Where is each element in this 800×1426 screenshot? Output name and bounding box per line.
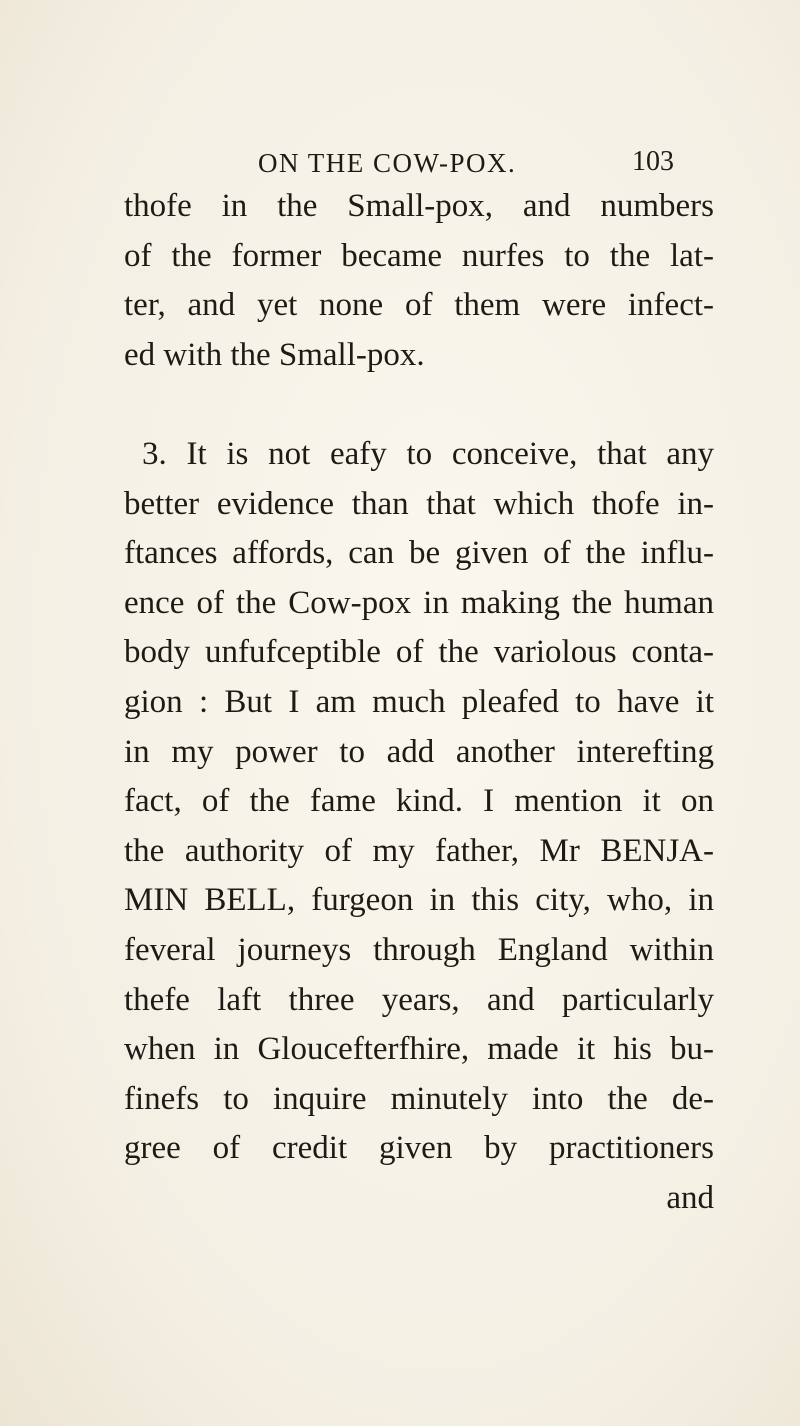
page-number: 103 [632, 146, 674, 177]
text-line: better evidence than that which thofe in- [124, 485, 714, 522]
text-line: gion : But I am much pleafed to have it [124, 683, 714, 720]
text-line: feveral journeys through England within [124, 931, 714, 968]
paragraph-gap [124, 380, 714, 430]
text-line: ter, and yet none of them were infect- [124, 287, 714, 324]
text-line: when in Gloucefterfhire, made it his bu- [124, 1031, 714, 1068]
running-header: ON THE COW-POX. [258, 148, 517, 178]
text-line: body unfufceptible of the variolous conta- [124, 634, 714, 671]
text-line: ftances affords, can be given of the influ- [124, 535, 714, 572]
body-text [124, 182, 714, 1223]
text-line: 3. It is not eafy to conceive, that any [142, 435, 714, 472]
text-line: the authority of my father, Mr BENJA- [124, 832, 714, 869]
text-line: in my power to add another interefting [124, 733, 714, 770]
text-line: gree of credit given by practitioners [124, 1130, 714, 1167]
text-line: fact, of the fame kind. I mention it on [124, 783, 714, 820]
text-line: thofe in the Small-pox, and numbers [124, 188, 714, 224]
text-line: finefs to inquire minutely into the de- [124, 1080, 714, 1117]
text-line: thefe laft three years, and particularly [124, 981, 714, 1018]
catchword: and [666, 1179, 714, 1216]
text-line: MIN BELL, furgeon in this city, who, in [124, 882, 714, 919]
text-line: of the former became nurfes to the lat- [124, 237, 714, 274]
text-line: ence of the Cow-pox in making the human [124, 584, 714, 621]
text-line: ed with the Small-pox. [124, 336, 425, 373]
